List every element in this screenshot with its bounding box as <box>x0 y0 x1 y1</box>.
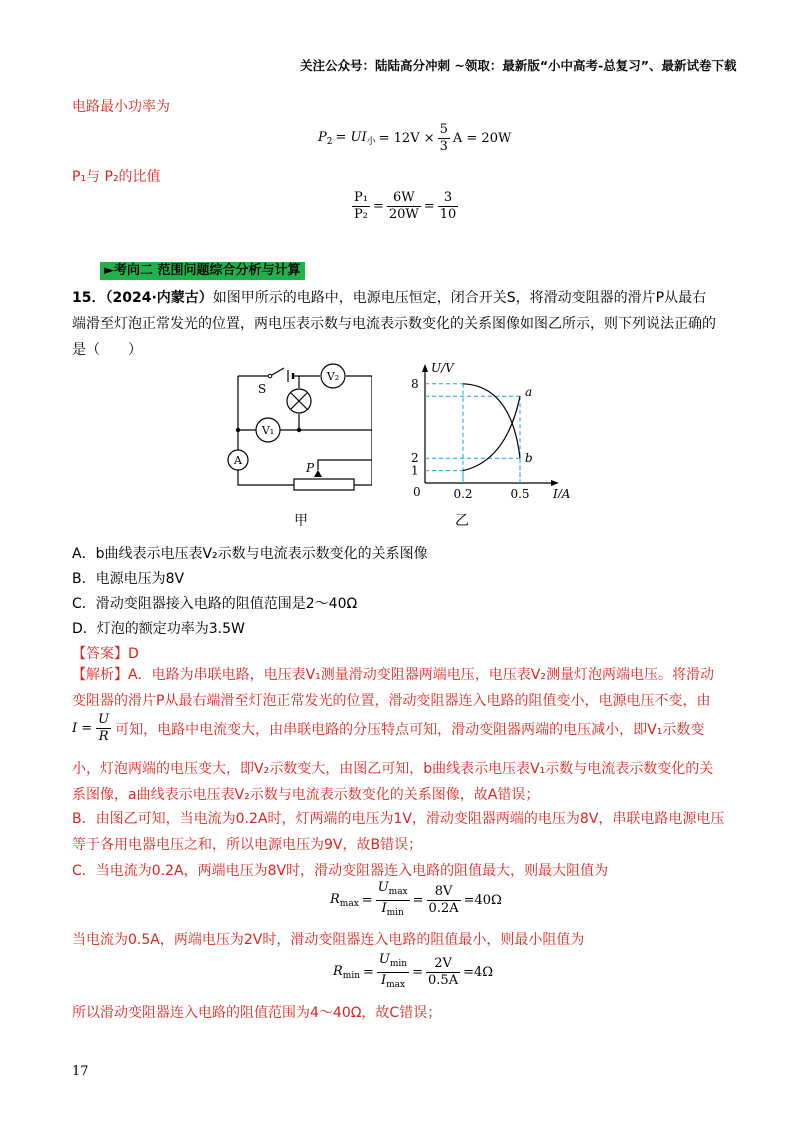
curve-b-label: b <box>525 451 533 466</box>
option-a: A．b曲线表示电压表V₂示数与电流表示数变化的关系图像 <box>72 546 428 562</box>
curves <box>463 384 520 471</box>
analysis-part-a: 【解析】A．电路为串联电路，电压表V₁测量滑动变阻器两端电压，电压表V₂测量灯泡两端电压。将滑动 变阻器的滑片P从最右端滑至灯泡正常发光的位置，滑动变阻器连入电路的阻值变小，电源电压不变，由 <box>72 667 714 709</box>
v1-label: V₁ <box>261 424 275 437</box>
page-number: 17 <box>72 1064 89 1079</box>
ratio-label: P₁与 P₂的比值 <box>72 169 161 185</box>
ammeter-label: A <box>234 454 242 467</box>
origin-label: 0 <box>413 485 421 498</box>
wire-bottom-right <box>354 430 372 485</box>
y-tick-2: 2 <box>411 451 419 466</box>
switch-blade <box>270 368 284 376</box>
ohm-law-line: I = $\frac{U}{R}$ 可知，电路中电流变大，由串联电路的分压特点可知，滑动变阻器两端的电压减小，即V₁示数变 <box>72 712 705 744</box>
curve-a-label: a <box>525 385 533 400</box>
y-axis-label: U/V <box>431 361 454 375</box>
x-tick-0.5: 0.5 <box>510 487 530 498</box>
wire-bottom-left <box>238 470 294 485</box>
page-header: 关注公众号：陆陆高分冲刺 ~领取：最新版“小中高考-总复习”、最新试卷下载 <box>300 58 737 73</box>
wire-top-right <box>346 376 372 430</box>
slider-arrow <box>314 470 322 477</box>
x-axis-arrow <box>551 480 559 486</box>
option-d: D．灯泡的额定功率为3.5W <box>72 621 245 637</box>
y-tick-8: 8 <box>411 376 419 391</box>
section-tag: ►考向二 范围问题综合分析与计算 <box>100 262 305 280</box>
y-tick-1: 1 <box>411 463 419 478</box>
v2-label: V₂ <box>326 370 340 383</box>
answer: 【答案】D <box>72 646 139 662</box>
graph-caption: 乙 <box>455 513 469 529</box>
y-axis-arrow <box>422 364 428 372</box>
rheostat-body <box>294 479 354 490</box>
slider-label: P <box>306 461 315 475</box>
min-power-label: 电路最小功率为 <box>72 99 170 115</box>
switch-label: S <box>258 382 267 396</box>
lamp-cross <box>291 393 307 409</box>
option-b: B．电源电压为8V <box>72 571 185 587</box>
analysis-part-b: B．由图乙可知，当电流为0.2A时，灯两端的电压为1V，滑动变阻器两端的电压为8V，串联电路电源电压 等于各用电器电压之和，所以电源电压为9V，故B错误； C．当电流为0.2A，两端电压为8V时，滑动变阻器连入电路的阻值最大，则最大阻值为 <box>72 811 725 879</box>
analysis-min-line: 当电流为0.5A，两端电压为2V时，滑动变阻器连入电路的阻值最小，则最小阻值为 <box>72 932 585 948</box>
min-resistance-equation: $R_{min}$ = $\frac{U_{min}}{I_{max}}$ = $\frac{2V}{0.5A}$ =4Ω <box>333 952 494 990</box>
ratio-equation: $\frac{\text{P₁}}{\text{P₂}}$ = $\frac{6W}{20W}$ = $\frac{3}{10}$ <box>354 190 457 222</box>
switch-pivot <box>268 374 272 378</box>
min-power-equation: $P_2$ = $UI_小$ = 12V × $\frac{5}{3}$ A = 20W <box>318 122 512 154</box>
max-resistance-equation: $R_{max}$ = $\frac{U_{max}}{I_{min}}$ = $\frac{8V}{0.2A}$ =40Ω <box>330 880 502 918</box>
tick-labels <box>411 376 533 498</box>
curve-b <box>463 384 520 458</box>
wire-slider <box>318 460 372 470</box>
x-axis-label: I/A <box>553 487 571 498</box>
question-stem: 15．（2024·内蒙古）如图甲所示的电路中，电源电压恒定，闭合开关S，将滑动变阻器的滑片P从最右 端滑至灯泡正常发光的位置，两电压表示数与电流表示数变化的关系图像如图乙所示，则下列说法正确的 是（ ） <box>72 290 716 358</box>
curve-a <box>463 396 520 470</box>
circuit-diagram <box>222 360 372 495</box>
iu-graph <box>385 358 585 498</box>
junction-2 <box>236 428 240 432</box>
circuit-caption: 甲 <box>294 513 308 529</box>
analysis-part-a-cont: 小，灯泡两端的电压变大，即V₂示数变大，由图乙可知，b曲线表示电压表V₁示数与电流表示数变化的关 系图像，a曲线表示电压表V₂示数与电流表示数变化的关系图像，故A错误； <box>72 761 714 803</box>
junction-1 <box>297 428 301 432</box>
x-tick-0.2: 0.2 <box>453 487 473 498</box>
analysis-range-line: 所以滑动变阻器连入电路的阻值范围为4～40Ω，故C错误； <box>72 1005 442 1021</box>
option-c: C．滑动变阻器接入电路的阻值范围是2～40Ω <box>72 596 358 612</box>
